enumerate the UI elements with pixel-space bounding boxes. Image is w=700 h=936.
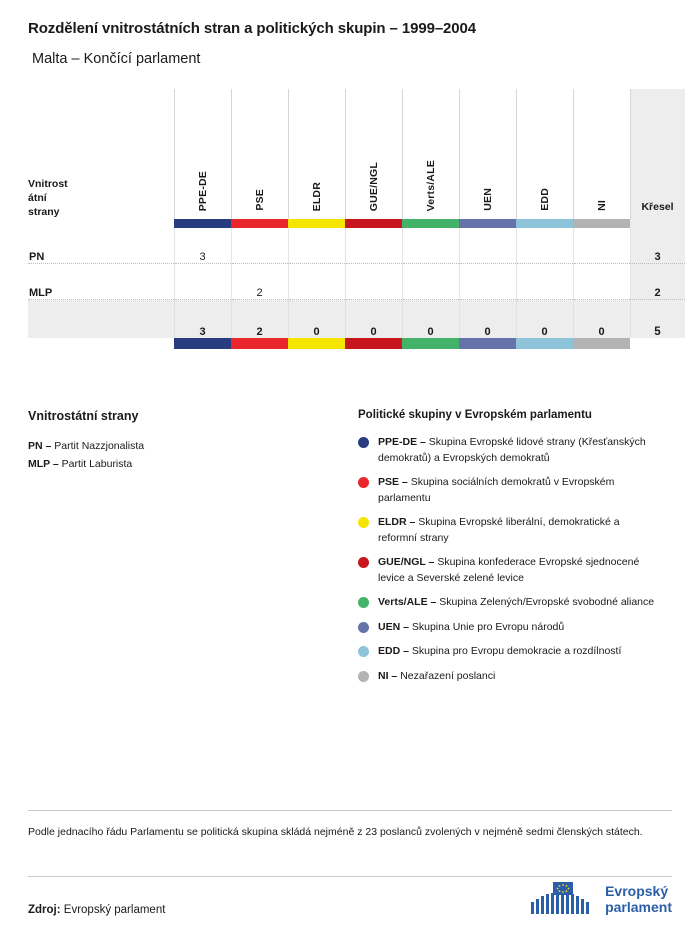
legend-item-ni	[358, 669, 658, 685]
color-swatch-bottom-verts-ale	[402, 338, 459, 349]
color-swatch-bottom-edd	[516, 338, 573, 349]
legend-dot-icon	[358, 671, 369, 682]
cell-pn-gue-ngl	[345, 228, 402, 264]
ep-logo	[529, 882, 672, 916]
footer-divider-bottom	[28, 876, 672, 877]
column-header-seats	[630, 89, 685, 219]
legend-dot-icon	[358, 557, 369, 568]
ep-logo-text	[605, 883, 672, 915]
legend-dot-icon	[358, 622, 369, 633]
footnote-text: Podle jednacího řádu Parlamentu se politická skupina skládá nejméně z 23 poslanců zvolených v nejméně sedmi členských státech.	[28, 826, 643, 838]
cell-pn-verts-ale	[402, 228, 459, 264]
legend-item-text	[378, 620, 564, 636]
cell-pn-ni	[573, 228, 630, 264]
color-swatch-verts-ale	[402, 219, 459, 228]
legend-dot-icon	[358, 597, 369, 608]
legend-item-text	[378, 475, 658, 506]
legend-item-abbr: Verts/ALE –	[378, 596, 437, 608]
legend-item-abbr: EDD –	[378, 645, 409, 657]
table-row	[28, 264, 685, 300]
legend-item-pse	[358, 475, 658, 506]
legend-item-ppe-de	[358, 435, 658, 466]
column-header-ni	[573, 89, 630, 219]
legend-item-text	[378, 555, 658, 586]
column-header-label: PSE	[253, 189, 266, 211]
cell-mlp-ppe-de	[174, 264, 231, 300]
legend-national-abbr: MLP –	[28, 458, 59, 470]
cell-pn-seats: 3	[630, 228, 685, 264]
cell-pn-edd	[516, 228, 573, 264]
cell-mlp-gue-ngl	[345, 264, 402, 300]
legend-item-abbr: NI –	[378, 669, 398, 682]
color-swatch-bottom-ppe-de	[174, 338, 231, 349]
legend-item-name: Skupina Evropské lidové strany (Křesťanských demokratů) a Evropských demokratů	[378, 436, 646, 464]
legend-item-uen	[358, 620, 658, 636]
color-bar-bottom-spacer	[28, 338, 174, 349]
color-swatch-ppe-de	[174, 219, 231, 228]
column-header-label: ELDR	[310, 181, 323, 211]
source-value: Evropský parlament	[63, 904, 166, 916]
cell-mlp-edd	[516, 264, 573, 300]
total-gue-ngl: 0	[345, 300, 402, 339]
legend-national-abbr: PN –	[28, 440, 52, 452]
legend-dot-icon	[358, 437, 369, 448]
color-swatch-bottom-uen	[459, 338, 516, 349]
legend-item-name: Skupina Evropské liberální, demokratické a reformní strany	[378, 516, 620, 544]
seats-header-label: Křesel	[641, 201, 674, 213]
legend-item-name: Skupina konfederace Evropské sjednocené levice a Severské zelené levice	[378, 556, 640, 584]
total-pse: 2	[231, 300, 288, 339]
total-ppe-de: 3	[174, 300, 231, 339]
color-bar-bottom	[28, 338, 685, 349]
color-bar-seats	[630, 219, 685, 228]
legend-item-name: Skupina Unie pro Evropu národů	[411, 620, 565, 633]
color-swatch-bottom-gue-ngl	[345, 338, 402, 349]
legend-item-verts-ale	[358, 595, 658, 611]
ep-logo-line1: Evropský	[605, 883, 669, 899]
color-swatch-bottom-ni	[573, 338, 630, 349]
color-bar-bottom-seats	[630, 338, 685, 349]
row-header-line-2: átní	[28, 192, 47, 204]
column-header-gue-ngl	[345, 89, 402, 219]
legend-political-groups	[358, 409, 658, 693]
table-row	[28, 228, 685, 264]
total-edd: 0	[516, 300, 573, 339]
color-bar-top	[28, 219, 685, 228]
legend-item-name: Skupina pro Evropu demokracie a rozdílností	[411, 645, 622, 657]
color-swatch-gue-ngl	[345, 219, 402, 228]
page-root	[0, 20, 700, 936]
column-header-edd	[516, 89, 573, 219]
total-verts-ale: 0	[402, 300, 459, 339]
legend-national-name: Partit Laburista	[61, 458, 133, 470]
legend-groups-heading: Politické skupiny v Evropském parlamentu	[358, 409, 592, 421]
cell-mlp-eldr	[288, 264, 345, 300]
legend-national-name: Partit Nazzjonalista	[54, 440, 145, 452]
color-swatch-uen	[459, 219, 516, 228]
legend-section	[28, 409, 672, 693]
color-swatch-bottom-eldr	[288, 338, 345, 349]
column-header-label: GUE/NGL	[367, 161, 380, 211]
column-header-pse	[231, 89, 288, 219]
color-swatch-ni	[573, 219, 630, 228]
source-label: Zdroj:	[28, 904, 61, 916]
column-header-uen	[459, 89, 516, 219]
totals-label	[28, 300, 174, 339]
legend-item-name: Skupina Zelených/Evropské svobodné aliance	[439, 596, 655, 608]
cell-pn-uen	[459, 228, 516, 264]
legend-national-parties	[28, 409, 358, 693]
cell-pn-ppe-de: 3	[174, 228, 231, 264]
total-ni: 0	[573, 300, 630, 339]
color-swatch-eldr	[288, 219, 345, 228]
column-header-label: NI	[595, 200, 608, 211]
row-header-line-3: strany	[28, 206, 60, 218]
matrix-table	[28, 89, 685, 349]
total-uen: 0	[459, 300, 516, 339]
legend-item-name: Nezařazení poslanci	[400, 669, 496, 682]
cell-mlp-pse: 2	[231, 264, 288, 300]
legend-item-name: Skupina sociálních demokratů v Evropském parlamentu	[378, 476, 615, 504]
color-swatch-bottom-pse	[231, 338, 288, 349]
row-party-label: PN	[28, 228, 174, 264]
total-eldr: 0	[288, 300, 345, 339]
column-header-verts-ale	[402, 89, 459, 219]
legend-dot-icon	[358, 646, 369, 657]
column-header-ppe-de	[174, 89, 231, 219]
legend-national-item	[28, 455, 358, 473]
cell-mlp-verts-ale	[402, 264, 459, 300]
row-party-label: MLP	[28, 264, 174, 300]
legend-dot-icon	[358, 517, 369, 528]
legend-item-abbr: ELDR –	[378, 516, 416, 528]
ep-logo-line2: parlament	[605, 899, 672, 915]
column-header-eldr	[288, 89, 345, 219]
color-swatch-pse	[231, 219, 288, 228]
legend-item-text	[378, 435, 658, 466]
totals-row	[28, 300, 685, 339]
page-title: Rozdělení vnitrostátních stran a politických skupin – 1999–2004	[28, 20, 477, 37]
cell-mlp-seats: 2	[630, 264, 685, 300]
legend-item-text	[378, 669, 495, 685]
european-parliament-logo-icon	[529, 882, 597, 916]
cell-pn-pse	[231, 228, 288, 264]
column-header-label: PPE-DE	[196, 170, 209, 211]
page-subtitle: Malta – Končící parlament	[32, 51, 201, 67]
legend-dot-icon	[358, 477, 369, 488]
color-swatch-edd	[516, 219, 573, 228]
legend-national-item	[28, 437, 358, 455]
cell-mlp-uen	[459, 264, 516, 300]
row-header-label	[28, 89, 174, 219]
legend-item-eldr	[358, 515, 658, 546]
column-header-label: EDD	[538, 188, 551, 211]
column-header-label: UEN	[481, 188, 494, 211]
footer-divider-top	[28, 810, 672, 811]
legend-item-abbr: UEN –	[378, 620, 409, 633]
legend-item-abbr: PSE –	[378, 476, 408, 488]
legend-item-edd	[358, 644, 658, 660]
cell-pn-eldr	[288, 228, 345, 264]
source-line	[28, 904, 165, 916]
cell-mlp-ni	[573, 264, 630, 300]
total-seats: 5	[630, 300, 685, 339]
legend-item-abbr: GUE/NGL –	[378, 556, 435, 568]
legend-item-gue-ngl	[358, 555, 658, 586]
row-header-line-1: Vnitrost	[28, 178, 68, 190]
matrix-header-row	[28, 89, 685, 219]
distribution-matrix	[28, 89, 676, 361]
legend-item-text	[378, 644, 621, 660]
legend-item-text	[378, 595, 654, 611]
legend-item-abbr: PPE-DE –	[378, 436, 426, 448]
column-header-label: Verts/ALE	[424, 159, 437, 211]
legend-item-text	[378, 515, 658, 546]
color-bar-spacer	[28, 219, 174, 228]
legend-national-heading: Vnitrostátní strany	[28, 409, 139, 423]
